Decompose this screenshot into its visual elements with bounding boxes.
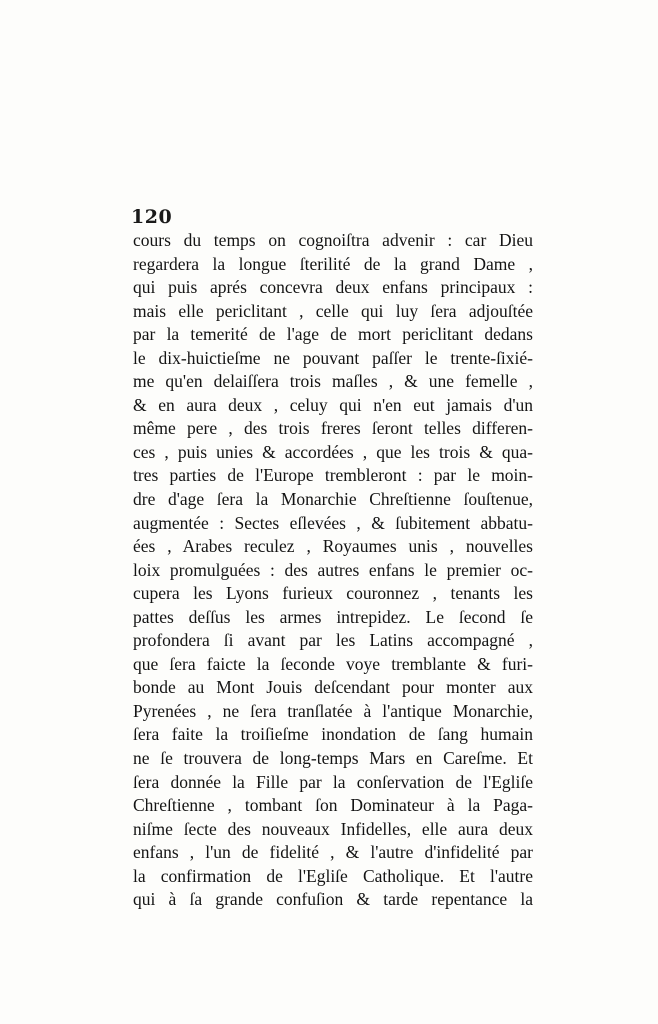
text-line: ne ſe trouvera de long-temps Mars en Careſme. Et — [133, 748, 533, 769]
body-text — [133, 229, 533, 912]
text-line: ces , puis unies & accordées , que les trois & qua- — [133, 441, 533, 462]
text-line: Chreſtienne , tombant ſon Dominateur à la Paga- — [133, 795, 533, 816]
text-line: bonde au Mont Jouis deſcendant pour monter aux — [133, 677, 533, 698]
text-line: loix promulguées : des autres enfans le premier oc- — [133, 559, 533, 580]
text-line: le dix-huictieſme ne pouvant paſſer le trente-ſixié- — [133, 347, 533, 368]
text-line: ſera donnée la Fille par la conſervation de l'Egliſe — [133, 771, 533, 792]
text-line: qui à ſa grande confuſion & tarde repentance la — [133, 889, 533, 910]
text-line: mais elle periclitant , celle qui luy ſera adjouſtée — [133, 300, 533, 321]
page-number: 120 — [131, 206, 173, 228]
text-line: Pyrenées , ne ſera tranſlatée à l'antique Monarchie, — [133, 700, 533, 721]
text-line: profondera ſi avant par les Latins accompagné , — [133, 630, 533, 651]
text-line: ées , Arabes reculez , Royaumes unis , nouvelles — [133, 536, 533, 557]
text-line: qui puis aprés concevra deux enfans principaux : — [133, 277, 533, 298]
text-line: ſera faite la troiſieſme inondation de ſang humain — [133, 724, 533, 745]
text-line: même pere , des trois freres ſeront telles differen- — [133, 418, 533, 439]
text-line: enfans , l'un de fidelité , & l'autre d'infidelité par — [133, 842, 533, 863]
text-line: me qu'en delaiſſera trois maſles , & une femelle , — [133, 371, 533, 392]
text-line: par la temerité de l'age de mort periclitant dedans — [133, 324, 533, 345]
text-line: pattes deſſus les armes intrepidez. Le ſecond ſe — [133, 606, 533, 627]
text-line: la confirmation de l'Egliſe Catholique. Et l'autre — [133, 865, 533, 886]
text-line: cupera les Lyons furieux couronnez , tenants les — [133, 583, 533, 604]
text-line: regardera la longue ſterilité de la grand Dame , — [133, 253, 533, 274]
text-line: & en aura deux , celuy qui n'en eut jamais d'un — [133, 394, 533, 415]
text-line: augmentée : Sectes eſlevées , & ſubitement abbatu- — [133, 512, 533, 533]
text-line: que ſera faicte la ſeconde voye tremblante & furi- — [133, 653, 533, 674]
text-line: cours du temps on cognoiſtra advenir : car Dieu — [133, 230, 533, 250]
text-line: dre d'age ſera la Monarchie Chreſtienne ſouſtenue, — [133, 489, 533, 510]
text-line: niſme ſecte des nouveaux Infidelles, elle aura deux — [133, 818, 533, 839]
text-line: tres parties de l'Europe trembleront : par le moin- — [133, 465, 533, 486]
